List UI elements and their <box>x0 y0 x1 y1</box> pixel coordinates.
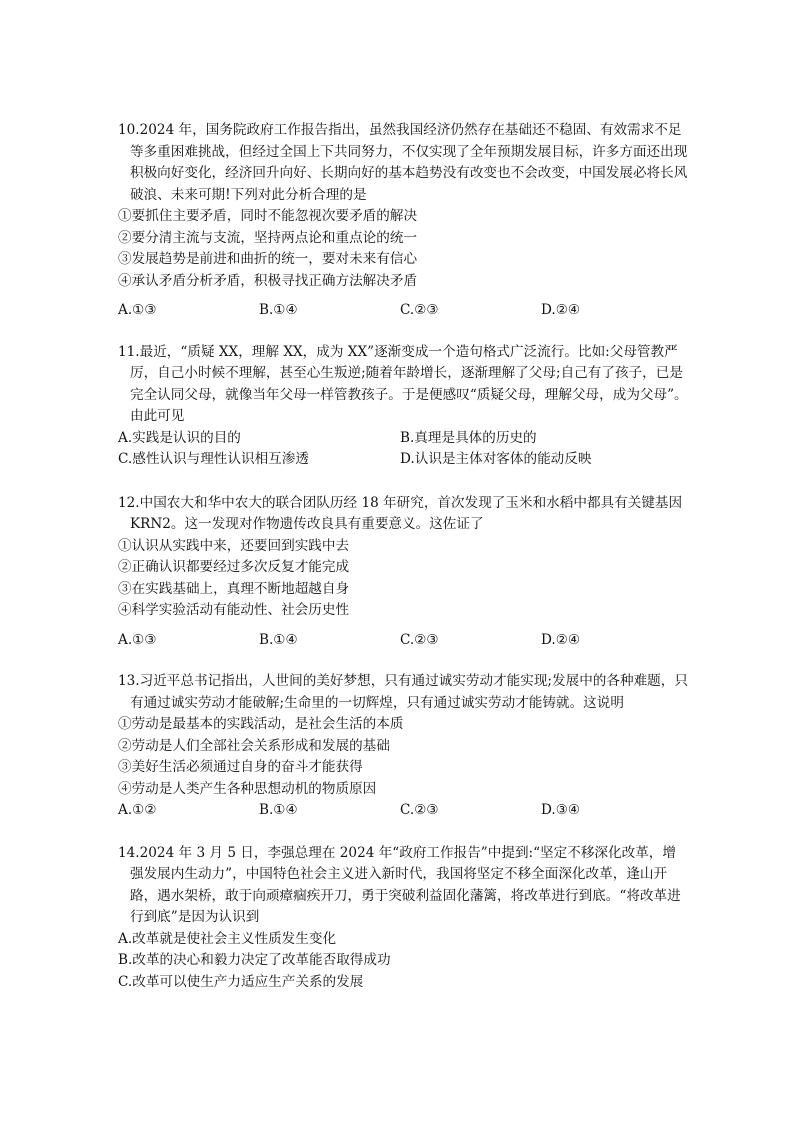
answer-options <box>118 929 688 994</box>
option-b: B.①④ <box>259 802 298 818</box>
statement-3: ③发展趋势是前进和曲折的统一，要对未来有信心 <box>118 251 418 267</box>
answer-options <box>118 800 688 822</box>
answer-options <box>118 428 688 471</box>
option-c: C.②③ <box>400 802 439 818</box>
statement-1: ①认识从实践中来，还要回到实践中去 <box>118 537 350 554</box>
option-c: C.②③ <box>400 631 439 648</box>
option-c: C.感性认识与理性认识相互渗透 <box>118 451 309 467</box>
question-stem: 12.中国农大和华中农大的联合团队历经 18 年研究，首次发现了玉米和水稻中都具有关键基因 KRN2。这一发现对作物遗传改良具有重要意义。这佐证了 <box>118 494 683 532</box>
exam-page <box>118 120 688 993</box>
answer-options <box>118 300 688 322</box>
option-d: D.③④ <box>541 802 581 818</box>
option-b: B.改革的决心和毅力决定了改革能否取得成功 <box>118 952 391 968</box>
option-b: B.①④ <box>259 302 298 318</box>
option-a: A.实践是认识的目的 <box>118 429 241 446</box>
question-stem: 10.2024 年，国务院政府工作报告指出，虽然我国经济仍然存在基础还不稳固、有效需求不足等多重困难挑战，但经过全国上下共同努力，不仅实现了全年预期发展目标，许多方面还出现积极向好变化，经济回升向好、长期向好的基本趋势没有改变也不会改变，中国发展必将长风破浪、未来可期!下列对此分析合理的是 <box>118 122 688 203</box>
statement-2: ②正确认识都要经过多次反复才能完成 <box>118 559 350 575</box>
option-a: A.①③ <box>118 631 157 648</box>
statement-3: ③在实践基础上，真理不断地超越自身 <box>118 580 350 597</box>
statement-3: ③美好生活必须通过自身的奋斗才能获得 <box>118 759 363 775</box>
question-stem: 14.2024 年 3 月 5 日，李强总理在 2024 年“政府工作报告”中提到:“坚定不移深化改革，增强发展内生动力”，中国特色社会主义进入新时代，我国将坚定不移全面深化改革，逢山开路，遇水架桥，敢于向顽瘴痼疾开刀，勇于突破利益固化藩篱，将改革进行到底。“将改革进行到底”是因为认识到 <box>118 844 681 925</box>
option-b: B.①④ <box>259 631 298 648</box>
statement-4: ④科学实验活动有能动性、社会历史性 <box>118 602 350 618</box>
option-d: D.②④ <box>541 302 581 318</box>
option-b: B.真理是具体的历史的 <box>400 429 537 446</box>
statement-4: ④承认矛盾分析矛盾，积极寻找正确方法解决矛盾 <box>118 272 418 289</box>
statement-2: ②要分清主流与支流，坚持两点论和重点论的统一 <box>118 229 418 246</box>
question-stem: 13.习近平总书记指出，人世间的美好梦想，只有通过诚实劳动才能实现;发展中的各种难题，只有通过诚实劳动才能破解;生命里的一切辉煌，只有通过诚实劳动才能铸就。这说明 <box>118 673 688 711</box>
question-10 <box>118 120 688 322</box>
statement-1: ①劳动是最基本的实践活动，是社会生活的本质 <box>118 716 404 732</box>
option-a: A.①② <box>118 802 157 818</box>
statement-1: ①要抓住主要矛盾，同时不能忽视次要矛盾的解决 <box>118 208 418 224</box>
option-a: A.改革就是使社会主义性质发生变化 <box>118 930 337 947</box>
answer-options <box>118 630 688 652</box>
question-stem: 11.最近，“质疑 XX，理解 XX，成为 XX”逐渐变成一个造句格式广泛流行。比如:父母管教严厉，自己小时候不理解，甚至心生叛逆;随着年龄增长，逐渐理解了父母;自己有了孩子，已是完全认同父母，就像当年父母一样管教孩子。于是便感叹“质疑父母，理解父母，成为父母”。由此可见 <box>118 343 688 424</box>
question-12 <box>118 493 688 652</box>
question-14 <box>118 843 688 994</box>
question-11 <box>118 342 688 471</box>
statement-2: ②劳动是人们全部社会关系形成和发展的基础 <box>118 737 390 754</box>
option-d: D.②④ <box>541 631 581 648</box>
statement-4: ④劳动是人类产生各种思想动机的物质原因 <box>118 780 377 797</box>
option-d: D.认识是主体对客体的能动反映 <box>400 451 592 467</box>
option-c: C.②③ <box>400 302 439 318</box>
option-c: C.改革可以使生产力适应生产关系的发展 <box>118 973 364 990</box>
option-a: A.①③ <box>118 302 157 318</box>
question-13 <box>118 671 688 822</box>
